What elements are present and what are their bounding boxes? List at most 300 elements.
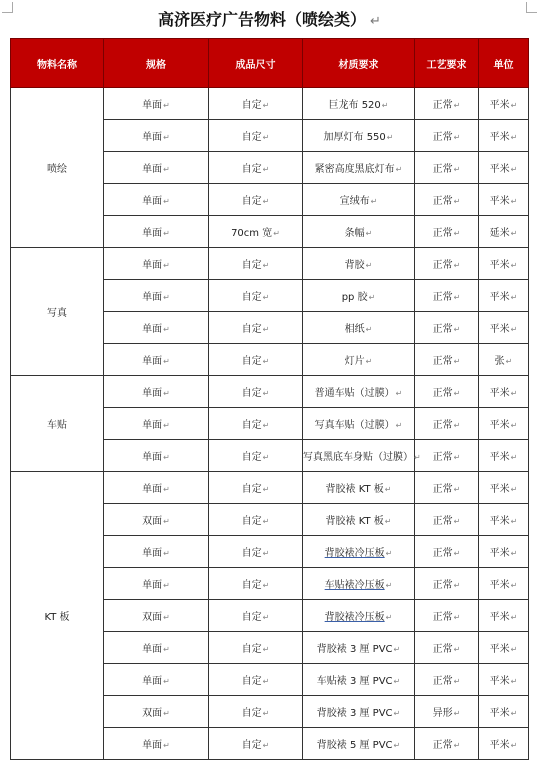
paragraph-mark-icon: ↵ <box>395 389 403 398</box>
header-cell: 材质要求 <box>303 39 415 88</box>
cell-text: 单面 <box>142 420 163 431</box>
table-cell <box>303 568 415 600</box>
paragraph-mark-icon: ↵ <box>453 613 461 622</box>
table-cell <box>104 600 209 632</box>
cell-text: 自定 <box>241 196 262 207</box>
table-cell <box>303 184 415 216</box>
table-row <box>11 88 529 120</box>
header-cell: 规格 <box>104 39 209 88</box>
cell-text: 正常 <box>432 132 453 143</box>
cell-text: 正常 <box>432 292 453 303</box>
header-cell: 工艺要求 <box>415 39 479 88</box>
table-cell <box>303 376 415 408</box>
cell-text: 平米 <box>489 292 510 303</box>
cell-text: 平米 <box>489 612 510 623</box>
cell-text: 平米 <box>489 100 510 111</box>
table-cell <box>479 312 529 344</box>
table-cell <box>415 696 479 728</box>
cell-text: 宣绒布 <box>339 196 370 207</box>
cell-text: 正常 <box>432 356 453 367</box>
cell-text: 自定 <box>241 292 262 303</box>
paragraph-mark-icon: ↵ <box>453 325 461 334</box>
table-cell <box>415 408 479 440</box>
paragraph-mark-icon: ↵ <box>163 101 170 110</box>
paragraph-mark-icon: ↵ <box>510 581 518 590</box>
paragraph-mark-icon: ↵ <box>381 101 389 110</box>
paragraph-mark-icon: ↵ <box>510 549 518 558</box>
cell-text: 正常 <box>432 612 453 623</box>
paragraph-mark-icon: ↵ <box>453 453 461 462</box>
table-cell <box>415 664 479 696</box>
cell-text: 平米 <box>489 740 510 751</box>
paragraph-mark-icon: ↵ <box>365 357 373 366</box>
cell-text: 自定 <box>241 260 262 271</box>
cell-text: 单面 <box>142 388 163 399</box>
paragraph-mark-icon: ↵ <box>395 421 403 430</box>
paragraph-mark-icon: ↵ <box>395 165 403 174</box>
table-cell <box>415 632 479 664</box>
cell-text: 正常 <box>432 484 453 495</box>
cell-text: 正常 <box>432 676 453 687</box>
cell-text: 单面 <box>142 452 163 463</box>
paragraph-mark-icon: ↵ <box>262 677 270 686</box>
paragraph-mark-icon: ↵ <box>163 389 170 398</box>
table-cell <box>303 216 415 248</box>
cell-text: 自定 <box>241 388 262 399</box>
cell-text: 背胶裱冷压板 <box>324 548 385 559</box>
paragraph-mark-icon: ↵ <box>163 261 170 270</box>
table-cell <box>415 536 479 568</box>
paragraph-mark-icon: ↵ <box>262 357 270 366</box>
cell-text: 正常 <box>432 740 453 751</box>
paragraph-mark-icon: ↵ <box>262 293 270 302</box>
cell-text: 紧密高度黑底灯布 <box>314 164 395 175</box>
paragraph-mark-icon: ↵ <box>262 389 270 398</box>
table-cell <box>479 696 529 728</box>
paragraph-mark-icon: ↵ <box>453 549 461 558</box>
cell-text: 单面 <box>142 164 163 175</box>
paragraph-mark-icon: ↵ <box>163 517 170 526</box>
paragraph-mark-icon: ↵ <box>163 677 170 686</box>
table-cell <box>209 184 303 216</box>
table-cell <box>415 88 479 120</box>
paragraph-mark-icon: ↵ <box>510 133 518 142</box>
paragraph-mark-icon: ↵ <box>262 549 270 558</box>
table-cell <box>209 504 303 536</box>
paragraph-mark-icon: ↵ <box>384 517 392 526</box>
cell-text: 平米 <box>489 164 510 175</box>
cell-text: 平米 <box>489 132 510 143</box>
paragraph-mark-icon: ↵ <box>453 261 461 270</box>
cell-text: 自定 <box>241 452 262 463</box>
table-cell <box>303 120 415 152</box>
category-cell: KT 板 <box>11 472 104 760</box>
cell-text: 双面 <box>142 516 163 527</box>
paragraph-mark-icon: ↵ <box>453 293 461 302</box>
table-cell <box>479 184 529 216</box>
paragraph-mark-icon: ↵ <box>510 485 518 494</box>
paragraph-mark-icon: ↵ <box>453 389 461 398</box>
table-cell <box>479 504 529 536</box>
table-cell <box>104 120 209 152</box>
table-cell <box>104 376 209 408</box>
table-cell <box>209 376 303 408</box>
cell-text: 车贴裱 3 厘 PVC <box>316 676 393 687</box>
table-cell <box>303 728 415 760</box>
cell-text: 自定 <box>241 132 262 143</box>
cell-text: 正常 <box>432 260 453 271</box>
paragraph-mark-icon: ↵ <box>163 357 170 366</box>
table-cell <box>104 696 209 728</box>
table-cell <box>209 344 303 376</box>
cell-text: 自定 <box>241 516 262 527</box>
table-cell <box>415 568 479 600</box>
cell-text: 平米 <box>489 548 510 559</box>
paragraph-mark-icon: ↵ <box>262 101 270 110</box>
cell-text: 正常 <box>432 388 453 399</box>
cell-text: 正常 <box>432 164 453 175</box>
cell-text: 加厚灯布 550 <box>323 132 386 143</box>
cell-text: 灯片 <box>344 356 365 367</box>
table-cell <box>209 88 303 120</box>
table-cell <box>209 728 303 760</box>
cell-text: 平米 <box>489 452 510 463</box>
paragraph-mark-icon: ↵ <box>163 229 170 238</box>
cell-text: 自定 <box>241 100 262 111</box>
cell-text: 单面 <box>142 484 163 495</box>
paragraph-mark-icon: ↵ <box>510 101 518 110</box>
cell-text: 条幅 <box>344 228 365 239</box>
cell-text: 平米 <box>489 324 510 335</box>
paragraph-mark-icon: ↵ <box>510 677 518 686</box>
table-cell <box>479 152 529 184</box>
table-cell <box>479 248 529 280</box>
cell-text: 平米 <box>489 196 510 207</box>
cell-text: 自定 <box>241 164 262 175</box>
cell-text: 正常 <box>432 548 453 559</box>
paragraph-mark-icon: ↵ <box>393 677 401 686</box>
paragraph-mark-icon: ↵ <box>163 709 170 718</box>
cell-text: 单面 <box>142 356 163 367</box>
cell-text: 单面 <box>142 260 163 271</box>
paragraph-mark-icon: ↵ <box>365 261 373 270</box>
cell-text: 自定 <box>241 644 262 655</box>
table-cell <box>303 504 415 536</box>
category-cell: 写真 <box>11 248 104 376</box>
table-cell <box>479 568 529 600</box>
paragraph-mark-icon: ↵ <box>163 549 170 558</box>
table-cell <box>479 664 529 696</box>
table-header-row <box>11 39 529 88</box>
paragraph-mark-icon: ↵ <box>453 421 461 430</box>
table-cell <box>104 472 209 504</box>
table-cell <box>415 152 479 184</box>
table-cell <box>415 216 479 248</box>
paragraph-mark-icon: ↵ <box>262 133 270 142</box>
table-cell <box>415 184 479 216</box>
paragraph-mark-icon: ↵ <box>510 325 518 334</box>
paragraph-mark-icon: ↵ <box>505 357 513 366</box>
paragraph-mark-icon: ↵ <box>262 581 270 590</box>
table-cell <box>415 376 479 408</box>
paragraph-mark-icon: ↵ <box>453 485 461 494</box>
paragraph-mark-icon: ↵ <box>453 357 461 366</box>
paragraph-mark-icon: ↵ <box>385 581 393 590</box>
document-title <box>0 4 539 36</box>
paragraph-mark-icon: ↵ <box>273 229 280 238</box>
cell-text: 异形 <box>432 708 453 719</box>
table-cell <box>415 280 479 312</box>
table-cell <box>104 632 209 664</box>
cell-text: 正常 <box>432 516 453 527</box>
paragraph-mark-icon: ↵ <box>262 741 270 750</box>
cell-text: 平米 <box>489 484 510 495</box>
table-cell <box>209 472 303 504</box>
cell-text: 平米 <box>489 580 510 591</box>
paragraph-mark-icon: ↵ <box>163 485 170 494</box>
paragraph-mark-icon: ↵ <box>262 261 270 270</box>
header-cell: 物料名称 <box>11 39 104 88</box>
cell-text: 正常 <box>432 452 453 463</box>
paragraph-mark-icon: ↵ <box>453 677 461 686</box>
table-cell <box>415 472 479 504</box>
cell-text: 张 <box>494 356 505 367</box>
cell-text: 自定 <box>241 708 262 719</box>
cell-text: 平米 <box>489 420 510 431</box>
cell-text: 自定 <box>241 356 262 367</box>
paragraph-mark-icon: ↵ <box>262 325 270 334</box>
table-row <box>11 248 529 280</box>
paragraph-mark-icon: ↵ <box>393 709 401 718</box>
table-cell <box>479 88 529 120</box>
cell-text: 平米 <box>489 708 510 719</box>
cell-text: 正常 <box>432 196 453 207</box>
table-cell <box>209 568 303 600</box>
table-cell <box>303 280 415 312</box>
table-cell <box>303 88 415 120</box>
cell-text: 双面 <box>142 612 163 623</box>
paragraph-mark-icon: ↵ <box>262 517 270 526</box>
paragraph-mark-icon: ↵ <box>386 133 394 142</box>
cell-text: 背胶裱冷压板 <box>324 612 385 623</box>
table-cell <box>479 120 529 152</box>
table-cell <box>209 152 303 184</box>
cell-text: 写真车贴（过膜） <box>314 420 395 431</box>
table-cell <box>415 120 479 152</box>
table-cell <box>104 728 209 760</box>
paragraph-mark-icon: ↵ <box>393 645 401 654</box>
cell-text: 延米 <box>489 228 510 239</box>
cell-text: 自定 <box>241 740 262 751</box>
cell-text: 单面 <box>142 324 163 335</box>
paragraph-mark-icon: ↵ <box>510 741 518 750</box>
table-cell <box>209 664 303 696</box>
table-cell <box>209 600 303 632</box>
paragraph-mark-icon: ↵ <box>163 421 170 430</box>
table-cell <box>104 184 209 216</box>
table-cell <box>303 632 415 664</box>
cell-text: 单面 <box>142 740 163 751</box>
paragraph-mark-icon: ↵ <box>163 325 170 334</box>
cell-text: 平米 <box>489 516 510 527</box>
title-text: 高济医疗广告物料（喷绘类） <box>158 10 367 29</box>
paragraph-mark-icon: ↵ <box>510 517 518 526</box>
table-cell <box>415 504 479 536</box>
cell-text: 正常 <box>432 228 453 239</box>
cell-text: 自定 <box>241 676 262 687</box>
paragraph-mark-icon: ↵ <box>510 229 518 238</box>
cell-text: 平米 <box>489 388 510 399</box>
paragraph-mark-icon: ↵ <box>163 613 170 622</box>
table-body <box>11 88 529 760</box>
cell-text: 自定 <box>241 612 262 623</box>
paragraph-mark-icon: ↵ <box>385 549 393 558</box>
table-cell <box>209 696 303 728</box>
table-cell <box>209 408 303 440</box>
paragraph-mark-icon: ↵ <box>163 197 170 206</box>
paragraph-mark-icon: ↵ <box>262 709 270 718</box>
table-cell <box>209 120 303 152</box>
paragraph-mark-icon: ↵ <box>453 229 461 238</box>
table-cell <box>104 152 209 184</box>
paragraph-mark-icon: ↵ <box>262 421 270 430</box>
paragraph-mark-icon: ↵ <box>385 613 393 622</box>
table-cell <box>415 344 479 376</box>
paragraph-mark-icon: ↵ <box>262 613 270 622</box>
table-cell <box>209 536 303 568</box>
cell-text: 双面 <box>142 708 163 719</box>
paragraph-mark-icon: ↵ <box>163 165 170 174</box>
cell-text: 自定 <box>241 548 262 559</box>
cell-text: 自定 <box>241 484 262 495</box>
paragraph-mark-icon: ↵ <box>453 741 461 750</box>
cell-text: 单面 <box>142 100 163 111</box>
header-cell: 单位 <box>479 39 529 88</box>
paragraph-mark-icon: ↵ <box>453 197 461 206</box>
table-cell <box>104 344 209 376</box>
table-cell <box>209 280 303 312</box>
paragraph-mark-icon: ↵ <box>262 453 270 462</box>
cell-text: 单面 <box>142 228 163 239</box>
header-cell: 成品尺寸 <box>209 39 303 88</box>
paragraph-mark-icon: ↵ <box>368 293 376 302</box>
paragraph-mark-icon: ↵ <box>453 165 461 174</box>
paragraph-mark-icon: ↵ <box>365 325 373 334</box>
table-cell <box>415 600 479 632</box>
cell-text: 70cm 宽 <box>231 228 273 239</box>
paragraph-mark-icon: ↵ <box>370 14 381 29</box>
table-cell <box>479 280 529 312</box>
table-cell <box>415 312 479 344</box>
paragraph-mark-icon: ↵ <box>510 709 518 718</box>
cell-text: 背胶裱 3 厘 PVC <box>316 708 393 719</box>
paragraph-mark-icon: ↵ <box>262 197 270 206</box>
cell-text: pp 胶 <box>341 292 368 303</box>
paragraph-mark-icon: ↵ <box>262 165 270 174</box>
table-cell <box>303 248 415 280</box>
category-cell: 车贴 <box>11 376 104 472</box>
table-row <box>11 472 529 504</box>
table-cell <box>415 248 479 280</box>
cell-text: 普通车贴（过膜） <box>314 388 395 399</box>
paragraph-mark-icon: ↵ <box>510 453 518 462</box>
table-cell <box>479 440 529 472</box>
cell-text: 单面 <box>142 548 163 559</box>
cell-text: 背胶裱 KT 板 <box>325 484 384 495</box>
table-cell <box>479 472 529 504</box>
paragraph-mark-icon: ↵ <box>453 101 461 110</box>
paragraph-mark-icon: ↵ <box>453 581 461 590</box>
table-cell <box>303 312 415 344</box>
table-cell <box>303 600 415 632</box>
table-cell <box>303 408 415 440</box>
table-cell <box>303 696 415 728</box>
paragraph-mark-icon: ↵ <box>163 741 170 750</box>
cell-text: 正常 <box>432 644 453 655</box>
cell-text: 平米 <box>489 260 510 271</box>
table-cell <box>104 280 209 312</box>
paragraph-mark-icon: ↵ <box>453 645 461 654</box>
cell-text: 单面 <box>142 644 163 655</box>
cell-text: 正常 <box>432 420 453 431</box>
table-cell <box>209 312 303 344</box>
cell-text: 自定 <box>241 420 262 431</box>
cell-text: 写真黑底车身贴（过膜） <box>303 452 413 463</box>
table-cell <box>209 632 303 664</box>
paragraph-mark-icon: ↵ <box>510 421 518 430</box>
table-cell <box>479 376 529 408</box>
table-cell <box>104 568 209 600</box>
cell-text: 单面 <box>142 580 163 591</box>
cell-text: 背胶裱 KT 板 <box>325 516 384 527</box>
cell-text: 背胶裱 5 厘 PVC <box>316 740 393 751</box>
table-cell <box>209 216 303 248</box>
cell-text: 背胶裱 3 厘 PVC <box>316 644 393 655</box>
cell-text: 正常 <box>432 100 453 111</box>
cell-text: 车贴裱冷压板 <box>324 580 385 591</box>
paragraph-mark-icon: ↵ <box>510 197 518 206</box>
paragraph-mark-icon: ↵ <box>453 517 461 526</box>
paragraph-mark-icon: ↵ <box>510 293 518 302</box>
table-cell <box>104 504 209 536</box>
cell-text: 平米 <box>489 676 510 687</box>
paragraph-mark-icon: ↵ <box>510 613 518 622</box>
paragraph-mark-icon: ↵ <box>510 645 518 654</box>
table-cell <box>104 664 209 696</box>
table-cell <box>479 344 529 376</box>
paragraph-mark-icon: ↵ <box>510 165 518 174</box>
paragraph-mark-icon: ↵ <box>453 133 461 142</box>
cell-text: 单面 <box>142 292 163 303</box>
paragraph-mark-icon: ↵ <box>262 485 270 494</box>
table-cell <box>303 536 415 568</box>
table-cell <box>479 600 529 632</box>
table-cell <box>303 344 415 376</box>
table-cell <box>479 728 529 760</box>
table-cell <box>479 216 529 248</box>
cell-text: 巨龙布 520 <box>328 100 381 111</box>
table-cell <box>104 440 209 472</box>
paragraph-mark-icon: ↵ <box>510 389 518 398</box>
paragraph-mark-icon: ↵ <box>163 293 170 302</box>
table-cell <box>479 632 529 664</box>
table-cell <box>104 408 209 440</box>
cell-text: 相纸 <box>344 324 365 335</box>
table-cell <box>303 152 415 184</box>
table-cell <box>104 88 209 120</box>
cell-text: 单面 <box>142 132 163 143</box>
table-cell <box>479 536 529 568</box>
